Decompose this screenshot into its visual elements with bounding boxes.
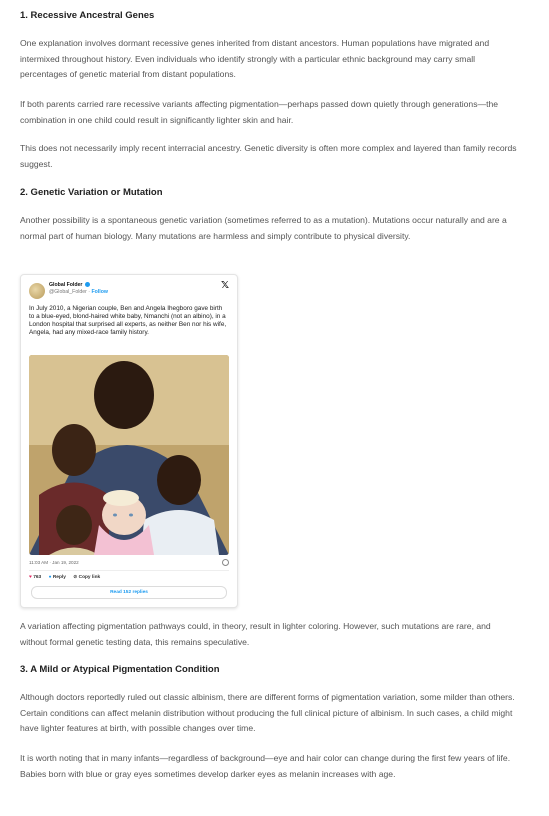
paragraph: Although doctors reportedly ruled out classic albinism, there are different forms of pigmentation variation, some milder than others. Certain conditions can affect melanin distribution without producing the full clinical picture of albinism. In such cases, a child might have lighter features at birth, with possible changes over time. — [20, 692, 515, 733]
verified-badge-icon — [85, 282, 90, 287]
copy-link-label: Copy link — [78, 575, 101, 580]
tweet-author — [49, 282, 108, 296]
paragraph: If both parents carried rare recessive variants affecting pigmentation—perhaps passed down quietly through generations—the combination in one child could result in significantly lighter skin and hair. — [20, 99, 499, 125]
section-heading-pigmentation-condition: 3. A Mild or Atypical Pigmentation Condition — [20, 664, 220, 675]
info-icon[interactable] — [222, 559, 229, 566]
author-avatar[interactable] — [29, 283, 45, 299]
section-heading-recessive-genes: 1. Recessive Ancestral Genes — [20, 10, 155, 21]
separator: · — [86, 289, 92, 295]
paragraph: This does not necessarily imply recent interracial ancestry. Genetic diversity is often more complex and layered than family records suggest. — [20, 143, 517, 169]
author-handle[interactable]: @Global_Folder — [49, 289, 87, 295]
like-count: 763 — [33, 575, 42, 580]
heart-icon: ♥ — [29, 575, 32, 580]
reply-label: Reply — [52, 575, 66, 580]
divider — [29, 570, 229, 571]
reply-button[interactable] — [49, 575, 66, 580]
paragraph: A variation affecting pigmentation pathways could, in theory, result in lighter coloring. However, such mutations are rare, and without formal genetic testing data, this remains speculative. — [20, 621, 491, 647]
read-replies-button[interactable]: Read 152 replies — [31, 586, 227, 599]
paragraph: It is worth noting that in many infants—regardless of background—eye and hair color can change during the first few years of life. Babies born with blue or gray eyes sometimes develop darker eyes as melanin increases with age. — [20, 753, 511, 779]
family-photo-illustration — [29, 355, 229, 555]
author-name[interactable]: Global Folder — [49, 282, 83, 288]
section-heading-genetic-variation: 2. Genetic Variation or Mutation — [20, 187, 163, 198]
tweet-photo[interactable] — [29, 355, 229, 555]
reply-bubble-icon: ● — [48, 575, 52, 580]
paragraph: Another possibility is a spontaneous genetic variation (sometimes referred to as a mutation). Mutations occur naturally and are a normal part of human biology. Many mutations are harmless and simply contribute to physical diversity. — [20, 215, 507, 241]
embedded-tweet[interactable] — [20, 274, 238, 608]
follow-link[interactable]: Follow — [91, 289, 108, 295]
x-logo-icon[interactable]: 𝕏 — [220, 280, 229, 291]
link-icon: ⊘ — [73, 575, 78, 580]
copy-link-button[interactable] — [73, 575, 100, 580]
like-button[interactable] — [29, 575, 41, 580]
tweet-actions — [29, 575, 106, 580]
tweet-timestamp[interactable]: 11:03 AM · Jan 19, 2022 — [29, 560, 79, 565]
tweet-text: In July 2010, a Nigerian couple, Ben and Angela Ihegboro gave birth to a blue-eyed, blond-haired white baby, Nmanchi (not an albino), in a London hospital that surprised all experts, as neither Ben nor his wife, Angela, had any mixed-race family history. — [29, 305, 227, 336]
paragraph: One explanation involves dormant recessive genes inherited from distant ancestors. Human populations have migrated and intermixed throughout history. Even individuals who identify strongly with a particular ethnic background may carry small percentages of genetic material from distant populations. — [20, 38, 490, 79]
